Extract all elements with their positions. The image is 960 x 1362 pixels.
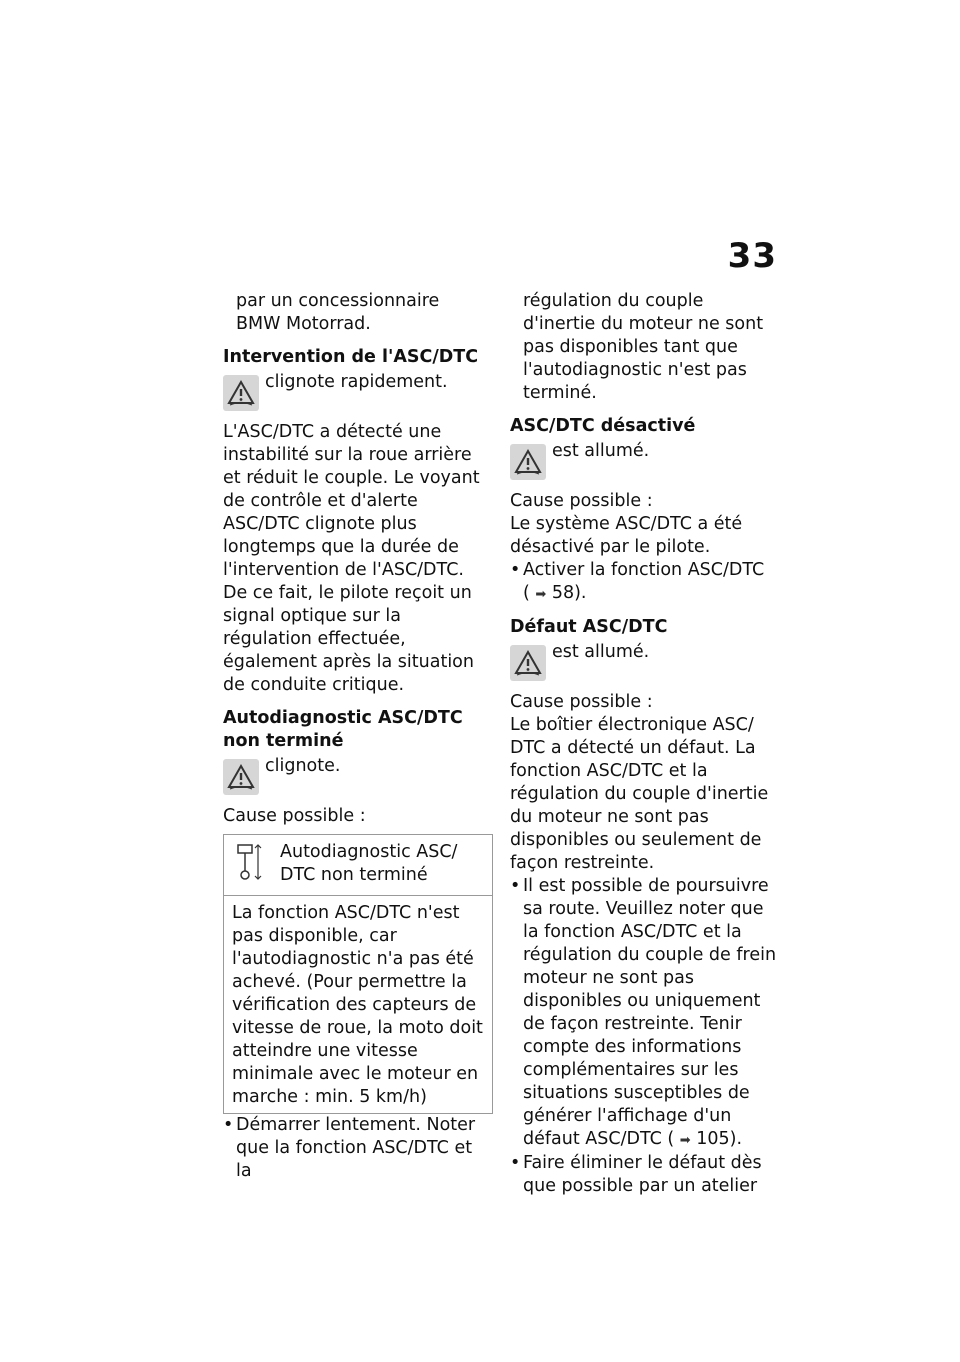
warning-indicator-row <box>223 755 493 795</box>
section-heading-autodiagnostic: Autodiagnostic ASC/DTC non terminé <box>223 708 463 751</box>
page-reference-arrow-icon: ➡ <box>679 1133 691 1148</box>
indicator-status-text: est allumé. <box>552 642 650 662</box>
page-reference[interactable]: 58). <box>551 583 587 603</box>
warning-indicator-row <box>510 440 778 480</box>
intro-line: BMW Motorrad. <box>236 314 371 334</box>
traction-warning-icon <box>223 759 259 795</box>
list-item: • Activer la fonction ASC/DTC ( ➡ 58). <box>510 559 778 606</box>
page-reference-arrow-icon: ➡ <box>535 587 547 602</box>
traction-warning-icon <box>223 375 259 411</box>
info-box-body: La fonction ASC/DTC n'est pas disponible, car l'autodiagnostic n'a pas été achevé. (Pour permettre la vérification des capteurs de vitesse de roue, la moto doit atteindre une vitesse minimale avec le moteur en marche : min. 5 km/h) <box>232 903 483 1107</box>
list-item: • Il est possible de poursuivre sa route. Veuillez noter que la fonction ASC/DTC et la régulation du couple de frein moteur ne sont pas disponibles ou uniquement de façon restreinte. Tenir compte des informations complémentaires sur les situations susceptibles de générer l'affichage d'un défaut ASC/DTC ( ➡ 105). <box>510 875 778 1152</box>
list-item <box>510 1152 778 1198</box>
warning-indicator-row <box>223 371 493 411</box>
info-box-title: Autodiagnostic ASC/ DTC non terminé <box>280 842 458 885</box>
info-box <box>223 834 493 1114</box>
bullet-text: Faire éliminer le défaut dès que possible par un atelier <box>523 1153 762 1196</box>
bullet-text: Démarrer lentement. Noter que la fonction ASC/DTC et la <box>236 1115 476 1181</box>
page-reference[interactable]: 105). <box>696 1129 743 1149</box>
wheel-sensor-icon <box>232 841 268 883</box>
indicator-status-text: clignote rapidement. <box>265 372 448 392</box>
bullet-icon: • <box>223 1115 234 1135</box>
section-heading-deactivated: ASC/DTC désactivé <box>510 416 696 436</box>
right-column <box>510 290 778 1198</box>
section-heading-intervention: Intervention de l'ASC/DTC <box>223 347 479 367</box>
bullet-text: Activer la fonction ASC/DTC <box>523 560 765 580</box>
cause-label: Cause possible : <box>510 692 653 712</box>
bullet-text: Il est possible de poursuivre sa route. Veuillez noter que la fonction ASC/DTC et la régulation du couple de frein moteur ne sont pas disponibles ou uniquement de façon restreinte. Tenir compte des informations complémentaires sur les situations susceptibles de générer l'affichage d'un défaut ASC/DTC <box>523 876 777 1149</box>
page-number: 33 <box>727 236 777 276</box>
traction-warning-icon <box>510 444 546 480</box>
bullet-icon: • <box>510 1153 521 1173</box>
intro-line: par un concessionnaire <box>236 291 440 311</box>
cause-text: Le système ASC/DTC a été désactivé par le pilote. <box>510 514 743 557</box>
cause-label: Cause possible : <box>223 806 366 826</box>
bullet-icon: • <box>510 876 521 896</box>
info-box-header <box>224 835 492 896</box>
list-item <box>223 1114 493 1183</box>
cause-label: Cause possible : <box>510 491 653 511</box>
cause-text: Le boîtier électronique ASC/ DTC a détecté un défaut. La fonction ASC/DTC et la régulation du couple d'inertie du moteur ne sont pas disponibles ou seulement de façon restreinte. <box>510 715 769 873</box>
section-heading-fault: Défaut ASC/DTC <box>510 617 668 637</box>
indicator-status-text: est allumé. <box>552 441 650 461</box>
bullet-icon: • <box>510 560 521 580</box>
intervention-paragraph: L'ASC/DTC a détecté une instabilité sur la roue arrière et réduit le couple. Le voyant de contrôle et d'alerte ASC/DTC clignote plus longtemps que la durée de l'intervention de l'ASC/DTC. De ce fait, le pilote reçoit un signal optique sur la régulation effectuée, également après la situation de conduite critique. <box>223 422 480 695</box>
traction-warning-icon <box>510 645 546 681</box>
indicator-status-text: clignote. <box>265 756 341 776</box>
continued-text: régulation du couple d'inertie du moteur ne sont pas disponibles tant que l'autodiagnostic n'est pas terminé. <box>523 291 764 403</box>
warning-indicator-row <box>510 641 778 681</box>
left-column <box>223 290 493 1183</box>
